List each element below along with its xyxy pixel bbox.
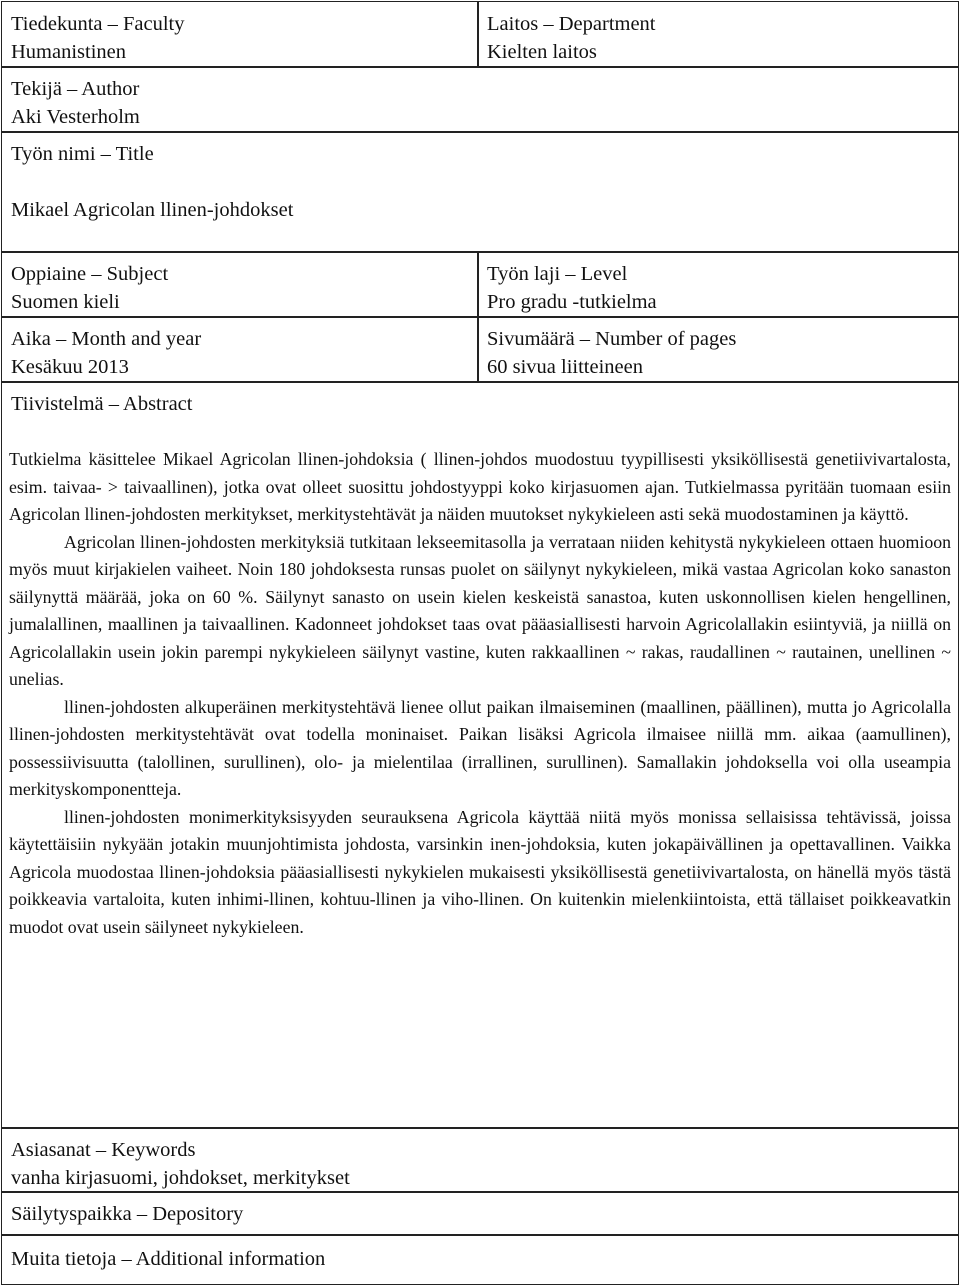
title-label: Työn nimi – Title [11, 143, 154, 165]
additional-info-cell [1, 1234, 959, 1285]
date-value: Kesäkuu 2013 [11, 356, 129, 378]
subject-cell [1, 251, 479, 318]
pages-value: 60 sivua liitteineen [487, 356, 643, 378]
date-cell [1, 316, 479, 383]
depository-label: Säilytyspaikka – Depository [11, 1203, 244, 1225]
date-label: Aika – Month and year [11, 328, 202, 350]
level-value: Pro gradu -tutkielma [487, 291, 657, 313]
faculty-value: Humanistinen [11, 41, 127, 63]
pages-cell [477, 316, 959, 383]
abstract-body [9, 446, 951, 941]
subject-label: Oppiaine – Subject [11, 263, 169, 285]
department-label: Laitos – Department [487, 13, 656, 35]
additional-info-label: Muita tietoja – Additional information [11, 1248, 326, 1270]
abstract-paragraph: llinen-johdosten alkuperäinen merkitystehtävä lienee ollut paikan ilmaiseminen (maallinen, päällinen), mutta jo Agricolalla llinen-johdosten merkitystehtävät ovat todella moninaiset. Paikan lisäksi Agricola ilmaisee niillä mm. aikaa (aamullinen), possessiivisuutta (talollinen, surullinen), olo- ja mielentilaa (irrallinen, surullinen). Samallakin johdoksella voi olla useampia merkityskomponentteja. [9, 696, 951, 799]
keywords-cell [1, 1127, 959, 1193]
title-cell [1, 131, 959, 253]
department-value: Kielten laitos [487, 41, 597, 63]
author-cell [1, 66, 959, 133]
faculty-label: Tiedekunta – Faculty [11, 13, 185, 35]
abstract-paragraph: Tutkielma käsittelee Mikael Agricolan llinen-johdoksia ( llinen-johdos muodostuu tyypillisesti yksiköllisestä genetiivivartalosta, esim. taivaa- > taivaallinen), jotka ovat olleet suosittu johdostyyppi koko kirjasuomen ajan. Tutkielmassa pyritään tuomaan esiin Agricolan llinen-johdosten merkitykset, merkitystehtävät ja näiden muutokset nykykieleen asti sekä muodostaminen ja käyttö. [9, 449, 951, 524]
keywords-label: Asiasanat – Keywords [11, 1139, 196, 1161]
abstract-paragraph: Agricolan llinen-johdosten merkityksiä tutkitaan lekseemitasolla ja verrataan niiden kehitystä nykykieleen ottaen huomioon myös muut kirjakielen vaiheet. Noin 180 johdoksesta runsas puolet on säilynyt nykykieleen, mikä vastaa Agricolan koko sanaston säilynyttä määrää, joka on 60 %. Säilynyt sanasto on usein kielen keskeistä sanastoa, kuten uskonnollisen kielen hengellinen, jumalallinen, maallinen ja taivaallinen. Kadonneet johdokset taas ovat pääasiallisesti harvoin Agricolallakin esiintyviä, ja niillä on Agricolallakin usein jokin parempi nykykieleen säilynyt vastine, kuten rakkaallinen ~ rakas, raudallinen ~ rautainen, unellinen ~ unelias. [9, 531, 951, 689]
subject-value: Suomen kieli [11, 291, 120, 313]
pages-label: Sivumäärä – Number of pages [487, 328, 737, 350]
level-cell [477, 251, 959, 318]
level-label: Työn laji – Level [487, 263, 628, 285]
title-value: Mikael Agricolan llinen-johdokset [11, 199, 294, 221]
author-value: Aki Vesterholm [11, 106, 140, 128]
depository-cell [1, 1191, 959, 1236]
faculty-cell [1, 1, 479, 68]
abstract-paragraph: llinen-johdosten monimerkityksisyyden seurauksena Agricola käyttää niitä myös monissa sellaisissa tehtävissä, joissa käytettäisiin nykyään jotakin muunjohtimista johdosta, varsinkin inen-johdoksia, kuten jokapäivällinen ja opettavallinen. Vaikka Agricola muodostaa llinen-johdoksia pääasiallisesti nykykielen mukaisesti yksiköllisestä genetiivivartalosta, on hänellä myös tästä poikkeavia vartaloita, kuten inhimi-llinen, kohtuu-llinen ja viho-llinen. On kuitenkin mielenkiintoista, että tällaiset poikkeavatkin muodot ovat usein säilyneet nykykieleen. [9, 806, 951, 937]
department-cell [477, 1, 959, 68]
keywords-value: vanha kirjasuomi, johdokset, merkitykset [11, 1167, 350, 1189]
abstract-label: Tiivistelmä – Abstract [11, 393, 193, 415]
author-label: Tekijä – Author [11, 78, 140, 100]
